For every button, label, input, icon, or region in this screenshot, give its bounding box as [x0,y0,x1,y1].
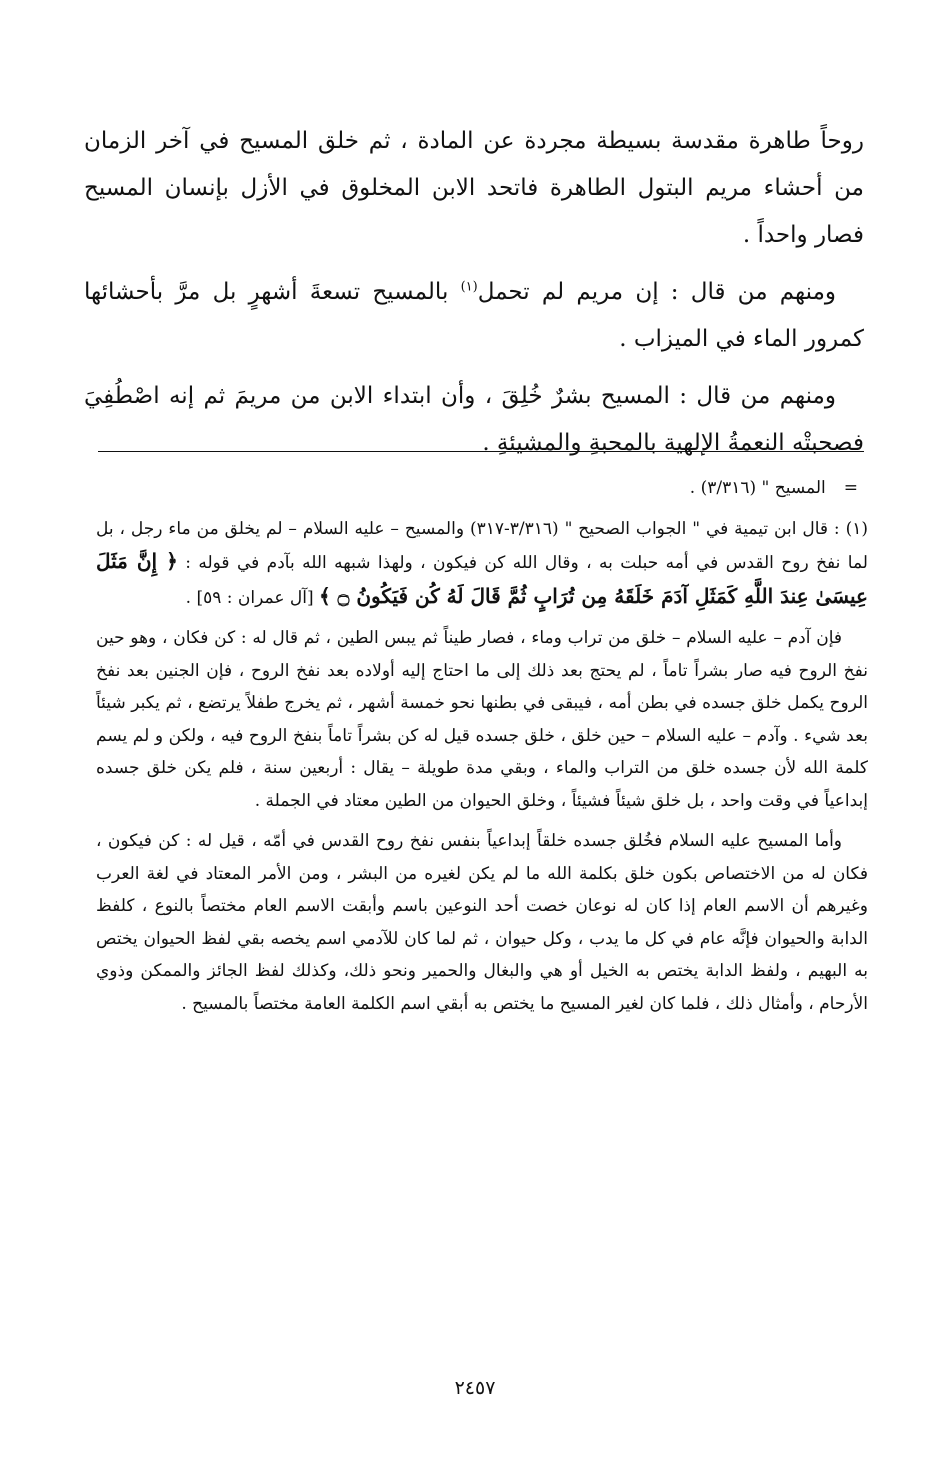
footnote-1 [96,513,868,615]
footnote-1-label: (١) [845,518,868,539]
main-paragraph-1 [84,118,864,259]
footnote-paragraph-3: وأما المسيح عليه السلام فخُلق جسده خلقاً إبداعياً بنفس نفخ روح القدس في أمّه ، قيل له : كن فيكون ، فكان له من الاختصاص بكون خلق بكلمة الله ما لم يكن لغيره من البشر ، ومن الأمر المعتاد في لغة العرب وغيرهم أن الاسم العام إذا كان له نوعان خصت أحد النوعين باسم وأبقت الاسم العام مختصاً بالنوع ، كلفظ الدابة والحيوان فإنَّه عام في كل ما يدب ، وكل حيوان ، ثم لما كان للآدمي اسم يخصه بقي لفظ الحيوان يختص به البهيم ، ولفظ الدابة يختص به الخيل أو هي والبغال والحمير ونحو ذلك، وكذلك لفظ الجائز والممكن وذوي الأرحام ، وأمثال ذلك ، فلما كان لغير المسيح ما يختص به أبقي اسم الكلمة العامة مختصاً بالمسيح . [96,831,868,1014]
continuation-text: المسيح " (٣/٣١٦) . [689,478,826,498]
main-p2-before: ومنهم من قال : إن مريم لم تحمل [477,279,836,305]
footnote-1-text: : قال ابن تيمية في " الجواب الصحيح " (٣/٣١٦-٣١٧) والمسيح – عليه السلام – لم يخلق من ماء رجل ، بل لما نفخ روح القدس في أمه حبلت به ، وقال الله كن فيكون ، ولهذا شبهه الله بآدم في قوله : [96,518,868,573]
main-p1-line2: مريم البتول الطاهرة فاتحد الابن المخلوق في الأزل بإنسان المسيح فصار واحداً . [84,175,864,248]
footnote-divider [98,451,864,452]
continuation-mark: = [843,478,858,498]
footnotes-block [96,472,868,1028]
footnote-continuation [96,472,868,505]
footnote-marker-1[interactable]: (١) [460,279,478,295]
main-text-block [84,118,864,477]
quran-verse: ﴿ إِنَّ مَثَلَ عِيسَىٰ عِندَ اللَّهِ كَمَثَلِ آدَمَ خَلَقَهُ مِن تُرَابٍ ثُمَّ قَالَ لَهُ كُن فَيَكُونُ ۝ ﴾ [96,549,868,608]
main-paragraph-3: ومنهم من قال : المسيح بشرٌ خُلِقَ ، وأن ابتداء الابن من مريمَ ثم إنه اصْطُفِيَ فصحبتْه النعمةُ الإلهية بالمحبةِ والمشيئةِ . [84,383,864,456]
quran-reference: [آل عمران : ٥٩] . [185,587,319,608]
page-number: ٢٤٥٧ [454,1377,496,1399]
main-p2-after: بالمسيح تسعةَ أشهرٍ بل مرَّ بأحشائها كمرور الماء في الميزاب . [84,279,864,352]
main-paragraph-2 [84,269,864,363]
footnote-paragraph-2: فإن آدم – عليه السلام – خلق من تراب وماء ، فصار طيناً ثم يبس الطين ، ثم قال له : كن فكان ، وهو حين نفخ الروح فيه صار بشراً تاماً ، لم يحتج بعد ذلك إلى ما احتاج إليه أولاده بعد نفخ الروح ، فإن الجنين بعد نفخ الروح يكمل خلق جسده في بطن أمه ، فيبقى في بطنها نحو خمسة أشهر ، ثم يخرج طفلاً يرتضع ، ثم يكبر شيئاً بعد شيء . وآدم – عليه السلام – حين خلق ، خلق جسده قيل له كن بشراً تاماً بنفخ الروح فيه ، ولكن و لم يسم كلمة الله لأن جسده خلق من التراب والماء ، وبقي مدة طويلة – يقال : أربعين سنة ، فلم يكن خلق جسده إبداعياً في وقت واحد ، بل خلق شيئاً فشيئاً ، وخلق الحيوان من الطين معتاد في الجملة . [96,628,868,811]
main-p1-line1: روحاً طاهرة مقدسة بسيطة مجردة عن المادة ، ثم خلق المسيح في آخر الزمان من أحشاء [84,128,865,201]
